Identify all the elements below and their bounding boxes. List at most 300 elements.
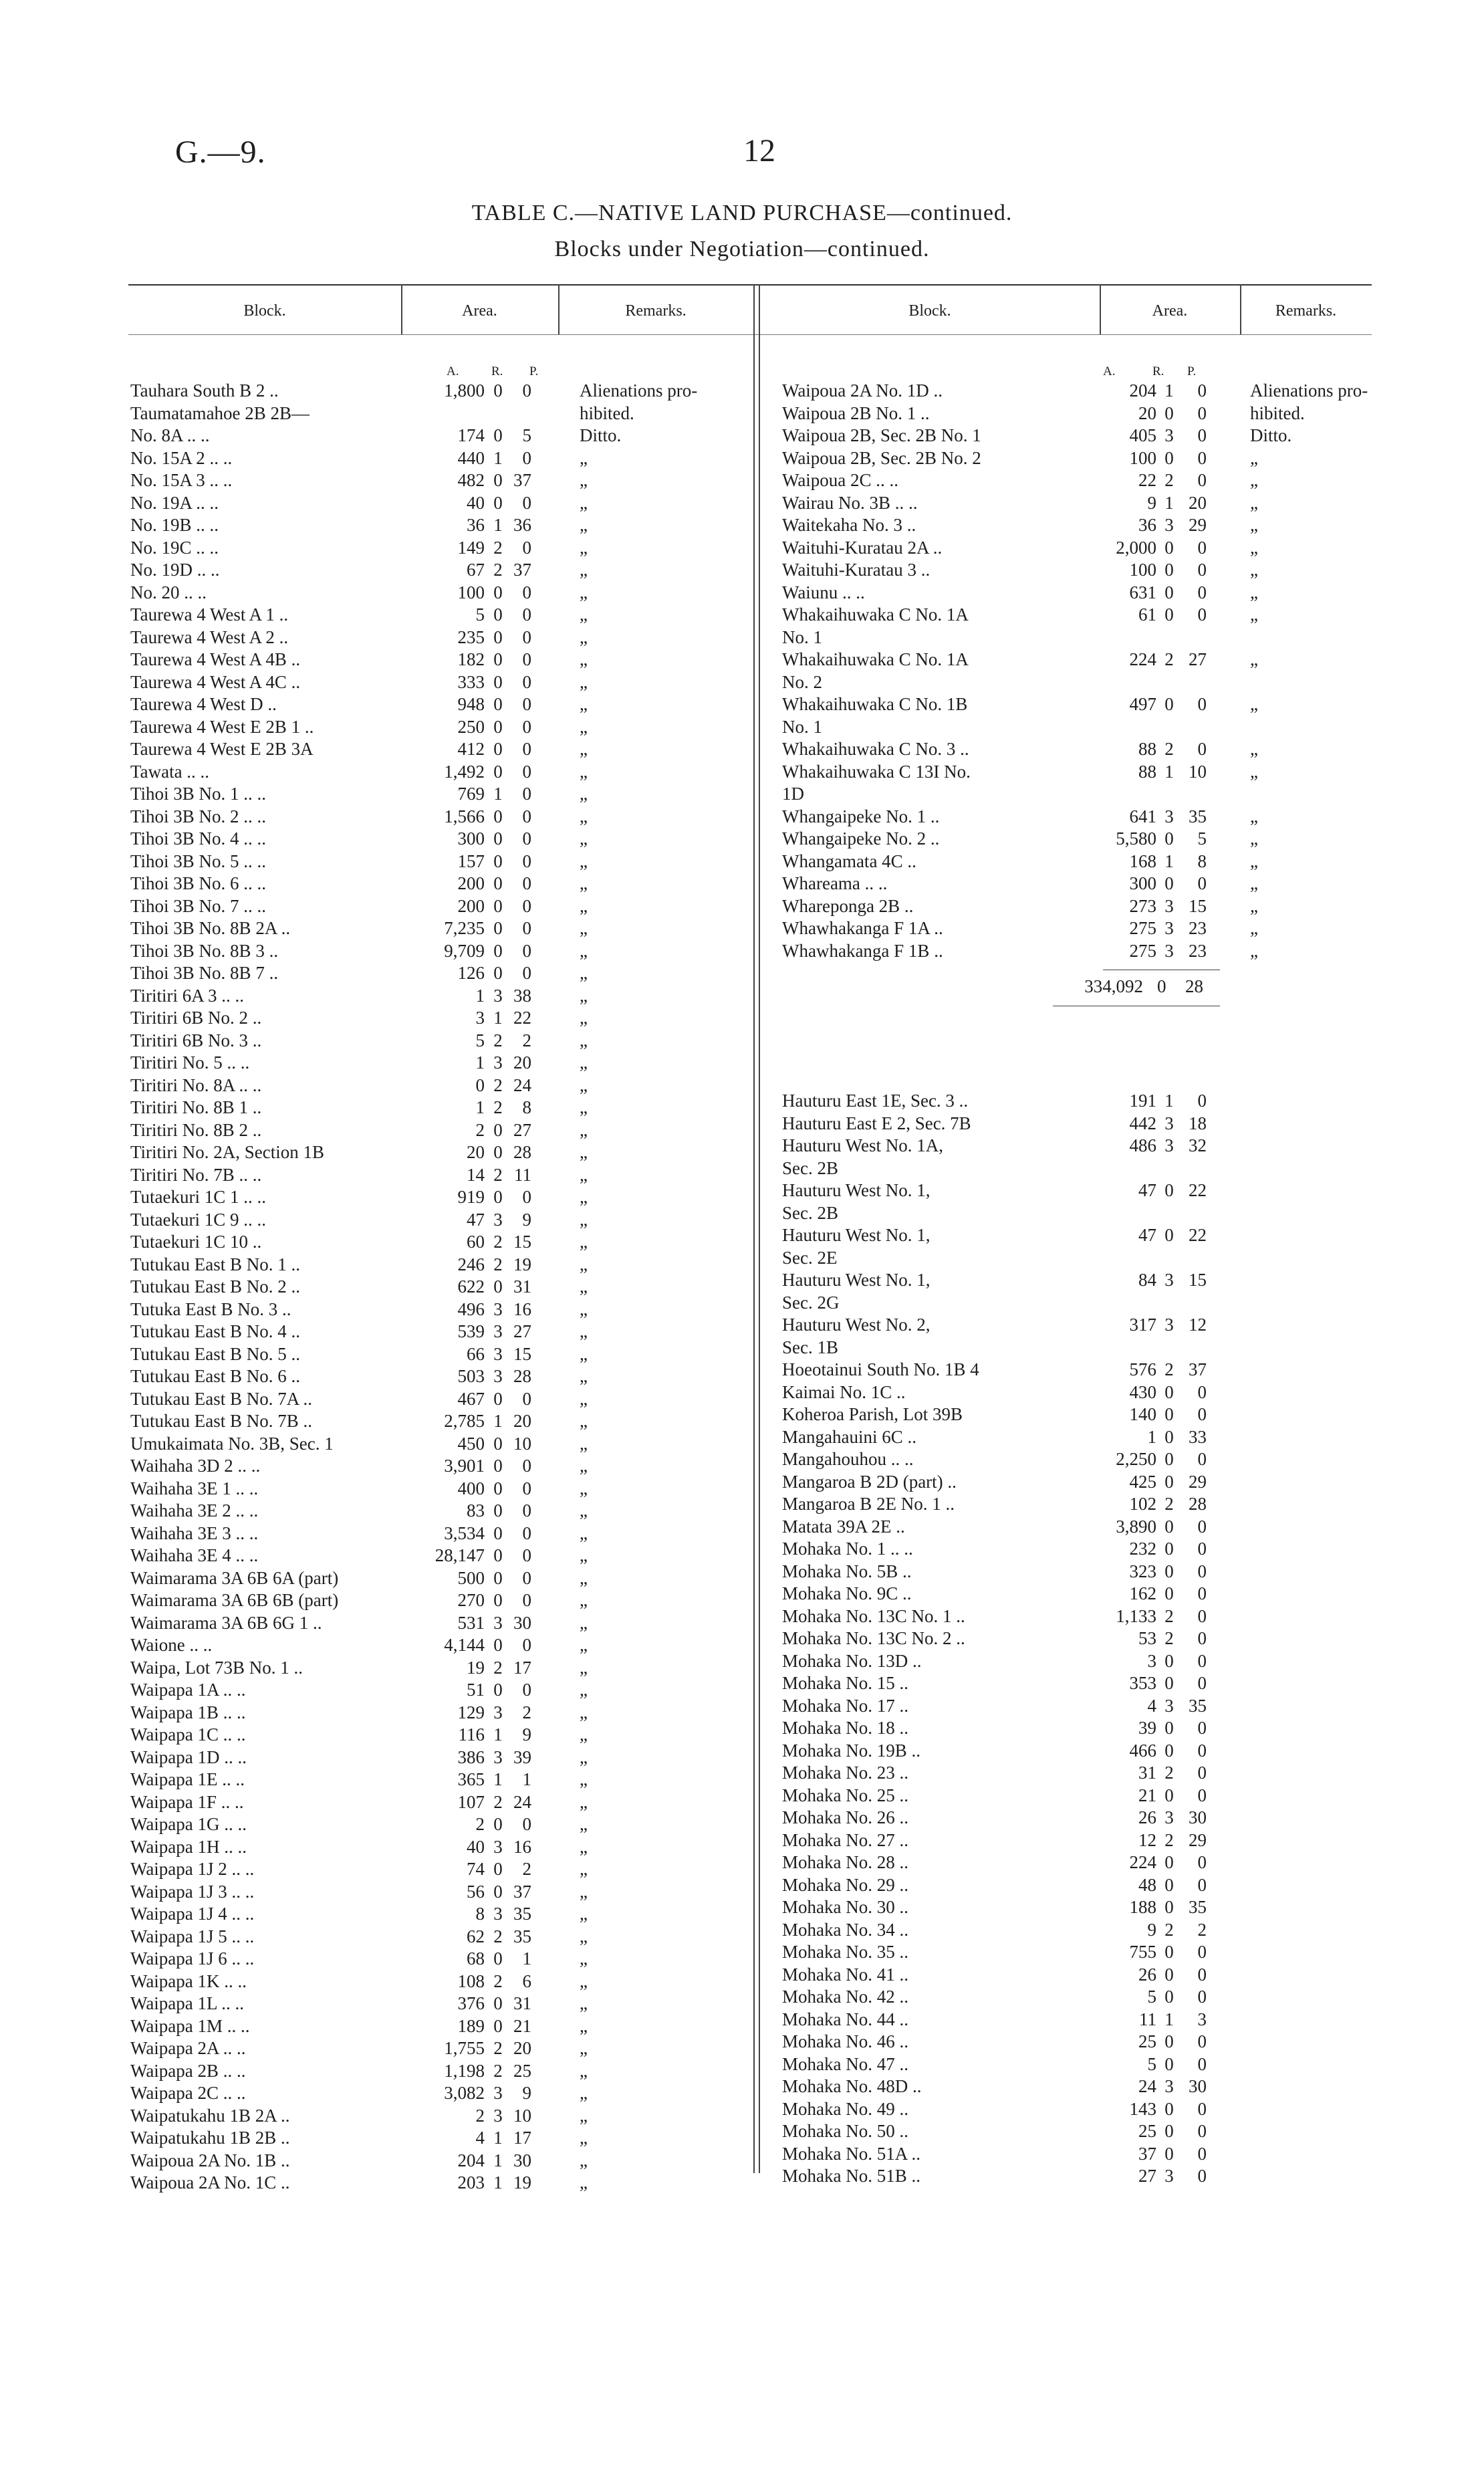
table-row [130,917,752,940]
area-perches-cell: 0 [522,1478,531,1498]
area-perches-cell: 0 [1197,1650,1207,1671]
table-row [130,559,752,582]
table-row [130,1769,752,1791]
remarks-cell: „ [1250,806,1258,826]
block-cell: Mohaka No. 15 .. [782,1673,908,1693]
table-row [782,1493,1370,1516]
remarks-cell: „ [580,918,588,938]
area-roods-cell: 0 [493,1881,503,1902]
area-roods-cell: 2 [493,1097,503,1117]
block-cell: Tihoi 3B No. 4 .. .. [130,828,267,849]
area-perches-cell: 29 [1189,1829,1207,1850]
area-perches-cell: 33 [1189,1426,1207,1447]
area-perches-cell: 20 [1189,492,1207,513]
area-perches-cell: 27 [513,1321,531,1341]
table-row [130,2082,752,2105]
table-row [130,940,752,963]
area-acres-cell: 631 [1129,582,1156,602]
area-roods-cell: 3 [493,1366,503,1386]
area-roods-cell: 0 [493,470,503,490]
unit-acres: A. [1103,364,1116,378]
area-acres-cell: 2,785 [444,1411,485,1431]
remarks-cell: „ [580,1545,588,1565]
area-roods-cell: 0 [1164,1673,1174,1693]
area-acres-cell: 486 [1129,1135,1156,1155]
remarks-cell: „ [1250,851,1258,871]
block-cell: Sec. 1B [782,1337,838,1357]
table-row [782,940,1370,963]
area-perches-cell: 0 [1197,1874,1207,1895]
area-perches-cell: 0 [1197,1964,1207,1985]
area-acres-cell: 270 [457,1590,485,1610]
area-perches-cell: 8 [1197,851,1207,871]
block-cell: Whawhakanga F 1B .. [782,940,943,961]
block-cell: Mohaka No. 17 .. [782,1695,908,1716]
area-perches-cell: 0 [522,1545,531,1565]
area-acres-cell: 2 [475,1814,485,1834]
area-acres-cell: 204 [457,2150,485,2170]
area-roods-cell: 3 [1164,1270,1174,1290]
col-head-remarks: Remarks. [625,302,687,320]
report-code: G.—9. [175,134,266,170]
block-cell: Tihoi 3B No. 8B 3 .. [130,940,279,961]
block-cell: Tiritiri 6A 3 .. .. [130,985,245,1006]
area-perches-cell: 24 [513,1791,531,1812]
remarks-cell: „ [1250,560,1258,580]
area-perches-cell: 0 [522,963,531,983]
table-row [130,873,752,895]
area-perches-cell: 1 [522,1769,531,1789]
area-acres-cell: 39 [1138,1718,1156,1738]
area-perches-cell: 30 [513,1612,531,1633]
area-roods-cell: 0 [493,1187,503,1207]
area-acres-cell: 622 [457,1276,485,1297]
area-roods-cell: 0 [493,1456,503,1476]
area-acres-cell: 769 [457,784,485,804]
remarks-cell: „ [580,1500,588,1521]
remarks-cell: „ [580,1187,588,1207]
total-perches: 28 [1185,976,1203,996]
table-row [782,582,1370,604]
area-roods-cell: 0 [493,1814,503,1834]
area-perches-cell: 0 [1197,1583,1207,1603]
area-roods-cell: 0 [1164,2098,1174,2119]
area-perches-cell: 6 [522,1971,531,1991]
area-roods-cell: 1 [493,447,503,468]
block-cell: Mohaka No. 9C .. [782,1583,912,1603]
area-acres-cell: 1,492 [444,761,485,782]
area-roods-cell: 1 [1164,2009,1174,2029]
table-row [130,1523,752,1545]
area-perches-cell: 0 [522,739,531,759]
area-perches-cell: 17 [513,2128,531,2148]
area-perches-cell: 0 [1197,447,1207,468]
area-acres-cell: 157 [457,851,485,871]
area-roods-cell: 2 [1164,649,1174,669]
area-acres-cell: 755 [1129,1942,1156,1962]
remarks-cell: „ [580,694,588,714]
area-acres-cell: 11 [1139,2009,1156,2029]
remarks-cell: „ [580,1590,588,1610]
block-cell: Tihoi 3B No. 8B 2A .. [130,918,291,938]
area-perches-cell: 0 [1197,1763,1207,1783]
area-roods-cell: 2 [493,1030,503,1050]
table-row [782,1941,1370,1964]
block-cell: Mohaka No. 49 .. [782,2098,908,2119]
remarks-cell: „ [580,761,588,782]
area-roods-cell: 0 [1164,1471,1174,1492]
table-row [782,469,1370,492]
block-cell: Hauturu West No. 2, [782,1315,931,1335]
remarks-cell: „ [1250,895,1258,916]
table-row [130,514,752,537]
area-acres-cell: 5 [1147,1987,1156,2007]
area-perches-cell: 29 [1189,515,1207,535]
area-perches-cell: 0 [522,828,531,849]
area-perches-cell: 0 [1197,1987,1207,2007]
remarks-cell: „ [580,560,588,580]
area-acres-cell: 450 [457,1433,485,1454]
block-cell: Mohaka No. 23 .. [782,1763,908,1783]
area-acres-cell: 19 [467,1657,485,1678]
area-perches-cell: 35 [513,1926,531,1946]
table-title: TABLE C.—NATIVE LAND PURCHASE—continued. [471,201,1013,225]
area-acres-cell: 1 [475,1097,485,1117]
block-cell: Mohaka No. 51B .. [782,2166,920,2186]
area-perches-cell: 10 [513,1433,531,1454]
table-row [130,1679,752,1702]
table-row [782,1471,1370,1494]
area-perches-cell: 9 [522,2083,531,2103]
area-perches-cell: 24 [513,1075,531,1095]
area-acres-cell: 376 [457,1993,485,2013]
area-perches-cell: 0 [1197,1628,1207,1648]
area-acres-cell: 1 [475,985,485,1006]
area-acres-cell: 948 [457,694,485,714]
table-row [130,895,752,918]
area-acres-cell: 84 [1138,1270,1156,1290]
area-perches-cell: 0 [522,1680,531,1700]
area-roods-cell: 0 [493,739,503,759]
area-roods-cell: 0 [493,1567,503,1588]
area-acres-cell: 36 [467,515,485,535]
area-acres-cell: 2 [475,1119,485,1140]
table-row [782,1113,1370,1135]
table-row [782,738,1370,761]
area-perches-cell: 27 [513,1119,531,1140]
area-acres-cell: 26 [1138,1807,1156,1827]
area-perches-cell: 0 [1197,873,1207,893]
area-acres-cell: 168 [1129,851,1156,871]
table-row [130,1030,752,1052]
area-acres-cell: 67 [467,560,485,580]
area-acres-cell: 430 [1129,1381,1156,1402]
unit-roods: R. [491,364,503,378]
area-roods-cell: 0 [1164,1516,1174,1537]
table-row [782,2031,1370,2053]
block-cell: Tihoi 3B No. 1 .. .. [130,784,267,804]
area-perches-cell: 20 [513,2038,531,2058]
remarks-cell: „ [580,1791,588,1812]
remarks-cell: „ [580,1097,588,1117]
block-cell: Hoeotainui South No. 1B 4 [782,1359,979,1379]
remarks-cell: „ [580,873,588,893]
area-perches-cell: 0 [522,671,531,692]
table-row [130,403,752,425]
area-roods-cell: 3 [1164,895,1174,916]
area-perches-cell: 35 [1189,1695,1207,1716]
area-acres-cell: 47 [1138,1225,1156,1245]
table-row [782,627,1370,649]
remarks-cell: „ [580,2083,588,2103]
remarks-cell: hibited. [580,403,634,423]
table-row [130,806,752,828]
area-acres-cell: 162 [1129,1583,1156,1603]
area-acres-cell: 61 [1138,604,1156,625]
area-roods-cell: 1 [1164,761,1174,782]
area-roods-cell: 0 [493,492,503,513]
table-row [782,1829,1370,1852]
block-cell: Koheroa Parish, Lot 39B [782,1404,963,1424]
area-perches-cell: 9 [522,1724,531,1745]
table-row [782,559,1370,582]
area-roods-cell: 1 [493,1769,503,1789]
block-cell: Mohaka No. 41 .. [782,1964,908,1985]
remarks-cell: „ [580,1343,588,1364]
block-cell: Waipapa 2B .. .. [130,2060,246,2081]
area-roods-cell: 0 [493,873,503,893]
table-row [130,1478,752,1500]
area-perches-cell: 0 [522,1814,531,1834]
block-cell: Waipapa 1F .. .. [130,1791,244,1812]
area-perches-cell: 30 [1189,2076,1207,2096]
block-cell: Waipatukahu 1B 2A .. [130,2105,290,2126]
area-acres-cell: 31 [1138,1763,1156,1783]
block-cell: Mohaka No. 27 .. [782,1829,908,1850]
table-row [130,1343,752,1366]
area-perches-cell: 32 [1189,1135,1207,1155]
area-roods-cell: 3 [493,1747,503,1767]
total-roods: 0 [1157,976,1166,996]
area-roods-cell: 2 [1164,470,1174,490]
remarks-cell: „ [580,1276,588,1297]
remarks-cell: Ditto. [1250,425,1292,445]
table-row [130,2150,752,2172]
area-roods-cell: 3 [493,2105,503,2126]
table-row [130,2060,752,2083]
remarks-cell: „ [1250,537,1258,558]
area-perches-cell: 0 [522,627,531,647]
block-cell: Tiritiri No. 8B 2 .. [130,1119,262,1140]
block-cell: Tihoi 3B No. 5 .. .. [130,851,267,871]
area-acres-cell: 174 [457,425,485,445]
table-row [130,1186,752,1209]
area-acres-cell: 62 [467,1926,485,1946]
area-roods-cell: 2 [493,1971,503,1991]
area-perches-cell: 28 [513,1366,531,1386]
area-roods-cell: 2 [493,1791,503,1812]
area-perches-cell: 15 [513,1343,531,1364]
table-row [130,537,752,560]
table-row [130,671,752,694]
area-perches-cell: 0 [522,380,531,401]
area-perches-cell: 15 [1189,895,1207,916]
block-cell: Whareponga 2B .. [782,895,914,916]
block-cell: Whangaipeke No. 2 .. [782,828,940,849]
table-row [130,1075,752,1097]
table-row [130,962,752,985]
area-roods-cell: 1 [1164,492,1174,513]
block-cell: Mohaka No. 26 .. [782,1807,908,1827]
area-roods-cell: 2 [493,1254,503,1274]
area-roods-cell: 0 [1164,1561,1174,1581]
area-perches-cell: 20 [513,1052,531,1073]
area-acres-cell: 36 [1138,515,1156,535]
area-perches-cell: 0 [1197,604,1207,625]
area-roods-cell: 1 [493,1008,503,1028]
area-acres-cell: 1,566 [444,806,485,826]
table-row [130,1254,752,1276]
area-perches-cell: 0 [1197,2098,1207,2119]
remarks-cell: „ [580,1030,588,1050]
table-row [130,1657,752,1680]
area-roods-cell: 0 [493,851,503,871]
area-roods-cell: 1 [493,2150,503,2170]
area-roods-cell: 0 [493,1948,503,1969]
area-acres-cell: 1 [475,1052,485,1073]
area-roods-cell: 0 [1164,537,1174,558]
area-acres-cell: 2,000 [1116,537,1156,558]
table-row [130,716,752,739]
table-row [130,738,752,761]
remarks-cell: „ [580,1433,588,1454]
area-acres-cell: 48 [1138,1874,1156,1895]
table-row [130,2037,752,2060]
area-roods-cell: 3 [493,1702,503,1722]
area-acres-cell: 919 [457,1187,485,1207]
table-row [782,2053,1370,2076]
table-row [782,649,1370,671]
block-cell: Tihoi 3B No. 7 .. .. [130,895,267,916]
area-acres-cell: 275 [1129,918,1156,938]
block-cell: Mohaka No. 28 .. [782,1852,908,1872]
block-cell: Mohaka No. 13C No. 2 .. [782,1628,965,1648]
table-row [130,851,752,873]
block-cell: Sec. 2B [782,1202,838,1223]
area-perches-cell: 0 [522,873,531,893]
table-row [130,1164,752,1187]
table-row [782,1561,1370,1583]
area-acres-cell: 0 [475,1075,485,1095]
right-table-panel-bottom [782,1090,1370,2188]
block-cell: Tutukau East B No. 4 .. [130,1321,301,1341]
table-row [130,693,752,716]
area-acres-cell: 482 [457,470,485,490]
table-row [782,1807,1370,1829]
area-roods-cell: 2 [1164,1605,1174,1626]
table-row [130,1634,752,1657]
area-roods-cell: 0 [493,1119,503,1140]
col-head-area: Area. [462,302,497,320]
area-roods-cell: 2 [493,1164,503,1185]
page-number: 12 [743,133,775,168]
table-row [782,2165,1370,2188]
area-acres-cell: 56 [467,1881,485,1902]
table-row [130,1365,752,1388]
table-row [782,537,1370,560]
table-row [782,1135,1370,1157]
area-perches-cell: 0 [1197,380,1207,401]
header-top-rule [128,284,1372,286]
area-acres-cell: 25 [1138,2121,1156,2141]
area-acres-cell: 232 [1129,1539,1156,1559]
area-roods-cell: 0 [493,2015,503,2036]
remarks-cell: „ [1250,604,1258,625]
area-roods-cell: 0 [493,918,503,938]
table-row [130,1567,752,1590]
area-acres-cell: 24 [1138,2076,1156,2096]
block-cell: Whakaihuwaka C No. 1B [782,694,968,714]
area-acres-cell: 200 [457,873,485,893]
area-perches-cell: 0 [1197,2031,1207,2051]
remarks-cell: „ [580,582,588,602]
table-row [782,1314,1370,1337]
remarks-cell: „ [580,716,588,737]
block-cell: Waipoua 2B, Sec. 2B No. 2 [782,447,981,468]
remarks-cell: „ [1250,873,1258,893]
area-acres-cell: 191 [1129,1091,1156,1111]
area-acres-cell: 2,250 [1116,1449,1156,1469]
table-row [130,2105,752,2128]
area-acres-cell: 20 [467,1142,485,1162]
table-row [130,425,752,447]
table-row [130,1858,752,1881]
center-double-rule [759,284,760,2173]
block-cell: Sec. 2B [782,1157,838,1178]
area-acres-cell: 2 [475,2105,485,2126]
block-cell: Mohaka No. 1 .. .. [782,1539,913,1559]
remarks-cell: „ [1250,918,1258,938]
area-roods-cell: 3 [493,2083,503,2103]
area-perches-cell: 31 [513,1993,531,2013]
col-head-remarks: Remarks. [1275,302,1337,320]
block-cell: Hauturu West No. 1, [782,1180,931,1200]
area-roods-cell: 2 [1164,1919,1174,1940]
area-acres-cell: 9 [1147,492,1156,513]
block-cell: Taurewa 4 West A 2 .. [130,627,289,647]
remarks-cell: „ [580,1635,588,1655]
area-perches-cell: 0 [1197,470,1207,490]
remarks-cell: „ [580,604,588,625]
remarks-cell: „ [580,1321,588,1341]
table-row [782,2120,1370,2143]
table-row [130,1589,752,1612]
area-perches-cell: 0 [522,918,531,938]
remarks-cell: „ [580,515,588,535]
block-cell: Tiritiri No. 5 .. .. [130,1052,250,1073]
area-roods-cell: 0 [1164,873,1174,893]
block-cell: Mangahauini 6C .. [782,1426,916,1447]
table-row [782,1359,1370,1381]
block-cell: Hauturu East 1E, Sec. 3 .. [782,1091,969,1111]
area-perches-cell: 23 [1189,940,1207,961]
area-perches-cell: 0 [522,649,531,669]
area-acres-cell: 116 [458,1724,485,1745]
area-roods-cell: 0 [493,1478,503,1498]
area-roods-cell: 3 [1164,2076,1174,2096]
total-acres: 334,092 [1084,976,1143,996]
table-row [782,492,1370,515]
